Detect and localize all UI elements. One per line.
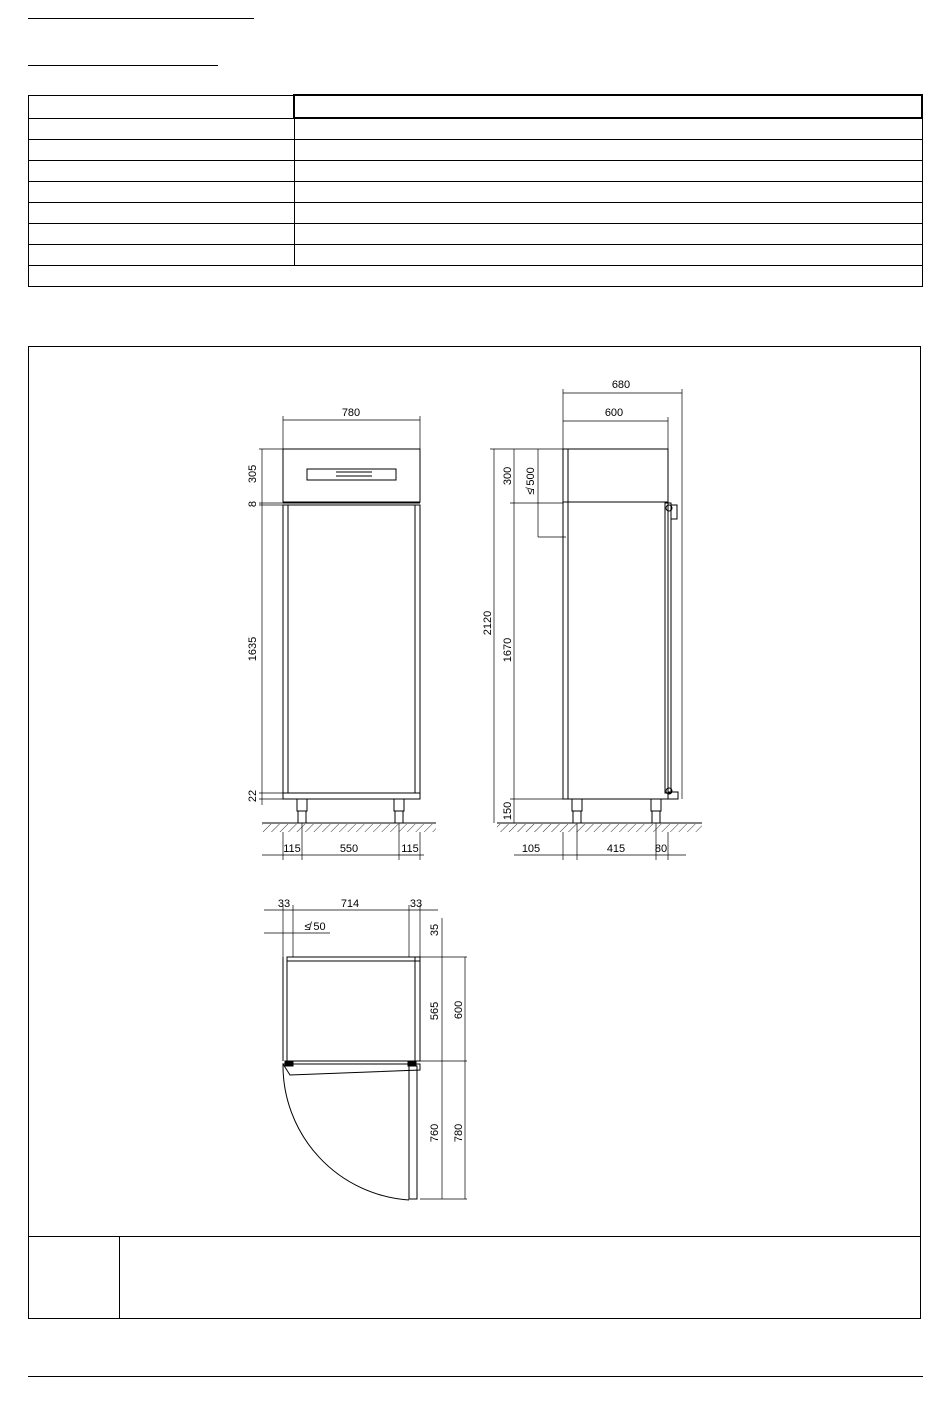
dim-side-clearance: ≰ 500 <box>525 467 537 495</box>
dim-front-gap: 8 <box>247 500 259 508</box>
dim-side-top: 300 <box>502 466 514 486</box>
dim-plan-width: 714 <box>340 898 360 910</box>
dim-plan-clearance: ≰ 50 <box>304 921 326 933</box>
dim-front-door: 1635 <box>247 636 259 662</box>
plan-view-labels <box>278 898 465 1142</box>
front-view-labels <box>247 407 419 855</box>
dim-front-top: 305 <box>247 464 259 484</box>
dim-foot-left: 115 <box>283 843 301 855</box>
control-display <box>307 469 396 480</box>
side-view-labels <box>482 379 667 855</box>
plan-door-open <box>409 1066 417 1199</box>
dim-side-depth-total: 680 <box>611 379 631 391</box>
dim-side-feet-b: 415 <box>606 843 626 855</box>
dim-side-depth-body: 600 <box>604 407 624 419</box>
dim-side-feet: 150 <box>502 801 514 821</box>
dim-foot-mid: 550 <box>339 843 359 855</box>
plan-door-closed <box>283 1064 420 1075</box>
plan-body <box>287 957 420 1061</box>
dim-plan-door-total: 780 <box>453 1123 465 1143</box>
front-view <box>259 416 436 860</box>
dim-plan-depth-body: 565 <box>429 1001 441 1021</box>
dim-plan-depth-total: 600 <box>453 1000 465 1020</box>
dim-front-bottom: 22 <box>247 789 259 803</box>
side-view <box>490 389 702 860</box>
front-foot-left <box>297 799 307 811</box>
dim-side-height-total: 2120 <box>482 610 494 636</box>
dim-side-body: 1670 <box>502 637 514 663</box>
dim-foot-right: 115 <box>401 843 419 855</box>
plan-door-swing <box>283 1064 409 1200</box>
front-foot-right <box>394 799 404 811</box>
dim-plan-side-left: 33 <box>277 898 291 910</box>
dim-side-feet-a: 105 <box>521 843 541 855</box>
plan-view <box>264 905 467 1200</box>
dim-plan-door-swing: 760 <box>429 1123 441 1143</box>
front-door <box>283 505 420 793</box>
dim-plan-depth-top: 35 <box>429 923 441 937</box>
front-base <box>283 793 420 799</box>
dim-front-width: 780 <box>341 407 361 419</box>
dim-side-feet-c: 80 <box>654 843 668 855</box>
dim-plan-side-right: 33 <box>409 898 423 910</box>
